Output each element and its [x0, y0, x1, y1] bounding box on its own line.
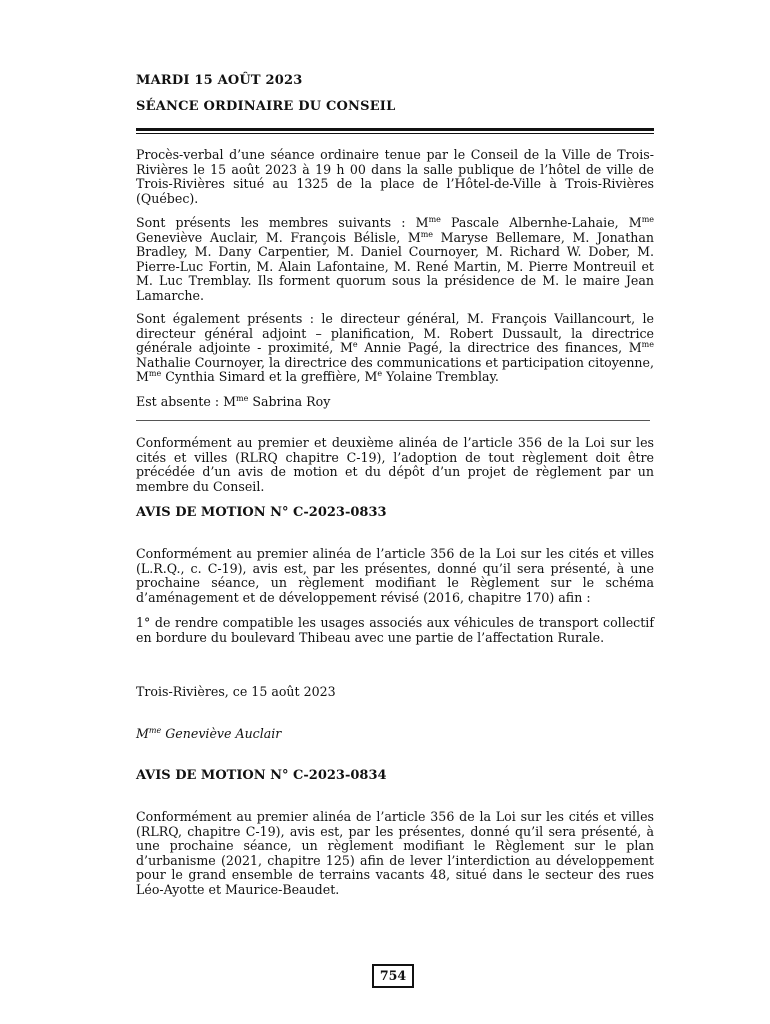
- meeting-date: MARDI 15 AOÛT 2023: [136, 73, 303, 88]
- present-staff-paragraph: Sont également présents : le directeur général, M. François Vaillancourt, le directeur général adjoint – planification, M. Robert Dussault, la directrice générale adjointe - proximité, Me Annie Pagé, la directrice des finances, $M^{me}$ Nathalie Cournoyer, la directrice des communications et participation citoyenne, $M^{me}$ Cynthia Simard et la greffière, Me Yolaine Tremblay.: [136, 311, 654, 385]
- motion-0834-text: Conformément au premier alinéa de l’article 356 de la Loi sur les cités et villes (RLRQ, chapitre C-19), avis est, par les présentes, donné qu’il sera présenté, à une prochaine séance, un règlement modifiant le Règlement sur le plan d’urbanisme (2021, chapitre 125) afin de lever l’interdiction au développement pour le grand ensemble de terrains vacants 48, situé dans le secteur des rues Léo-Ayotte et Maurice-Beaudet.: [136, 809, 654, 897]
- conformity-paragraph: Conformément au premier et deuxième alinéa de l’article 356 de la Loi sur les cités et villes (RLRQ chapitre C-19), l’adoption de tout règlement doit être précédée d’un avis de motion et du dépôt d’un projet de règlement par un membre du Conseil.: [136, 435, 654, 494]
- header-rule-thin: [136, 133, 654, 134]
- motion-0833-item: 1° de rendre compatible les usages associés aux véhicules de transport collectif en bordure du boulevard Thibeau avec une partie de l’affectation Rurale.: [136, 615, 654, 645]
- motion-0833-signature: $M^{me}$ Geneviève Auclair: [136, 725, 282, 741]
- separator-line: [136, 420, 650, 421]
- present-members-paragraph: Sont présents les membres suivants : $M^{me}$ Pascale Albernhe-Lahaie, $M^{me}$ Geneviève Auclair, M. François Bélisle, $M^{me}$ Maryse Bellemare, M. Jonathan Bradley, M. Dany Carpentier, M. Daniel Cournoyer, M. Richard W. Dober, M. Pierre-Luc Fortin, M. Alain Lafontaine, M. René Martin, M. Pierre Montreuil et M. Luc Tremblay. Ils forment quorum sous la présidence de M. le maire Jean Lamarche.: [136, 214, 655, 303]
- page-number: 754: [372, 964, 414, 988]
- absent-paragraph: Est absente : $M^{me}$ Sabrina Roy: [136, 393, 331, 409]
- intro-paragraph: Procès-verbal d’une séance ordinaire tenue par le Conseil de la Ville de Trois-Rivières le 15 août 2023 à 19 h 00 dans la salle publique de l’hôtel de ville de Trois-Rivières situé au 1325 de la place de l’Hôtel-de-Ville à Trois-Rivières (Québec).: [136, 147, 654, 206]
- motion-heading-0834: AVIS DE MOTION N° C-2023-0834: [136, 768, 387, 783]
- motion-heading-0833: AVIS DE MOTION N° C-2023-0833: [136, 505, 387, 520]
- page-title: SÉANCE ORDINAIRE DU CONSEIL: [136, 99, 396, 114]
- motion-0833-text: Conformément au premier alinéa de l’article 356 de la Loi sur les cités et villes (L.R.Q., c. C-19), avis est, par les présentes, donné qu’il sera présenté, à une prochaine séance, un règlement modifiant le Règlement sur le schéma d’aménagement et de développement révisé (2016, chapitre 170) afin :: [136, 546, 654, 605]
- motion-0833-place-date: Trois-Rivières, ce 15 août 2023: [136, 684, 336, 699]
- header-rule-thick: [136, 128, 654, 131]
